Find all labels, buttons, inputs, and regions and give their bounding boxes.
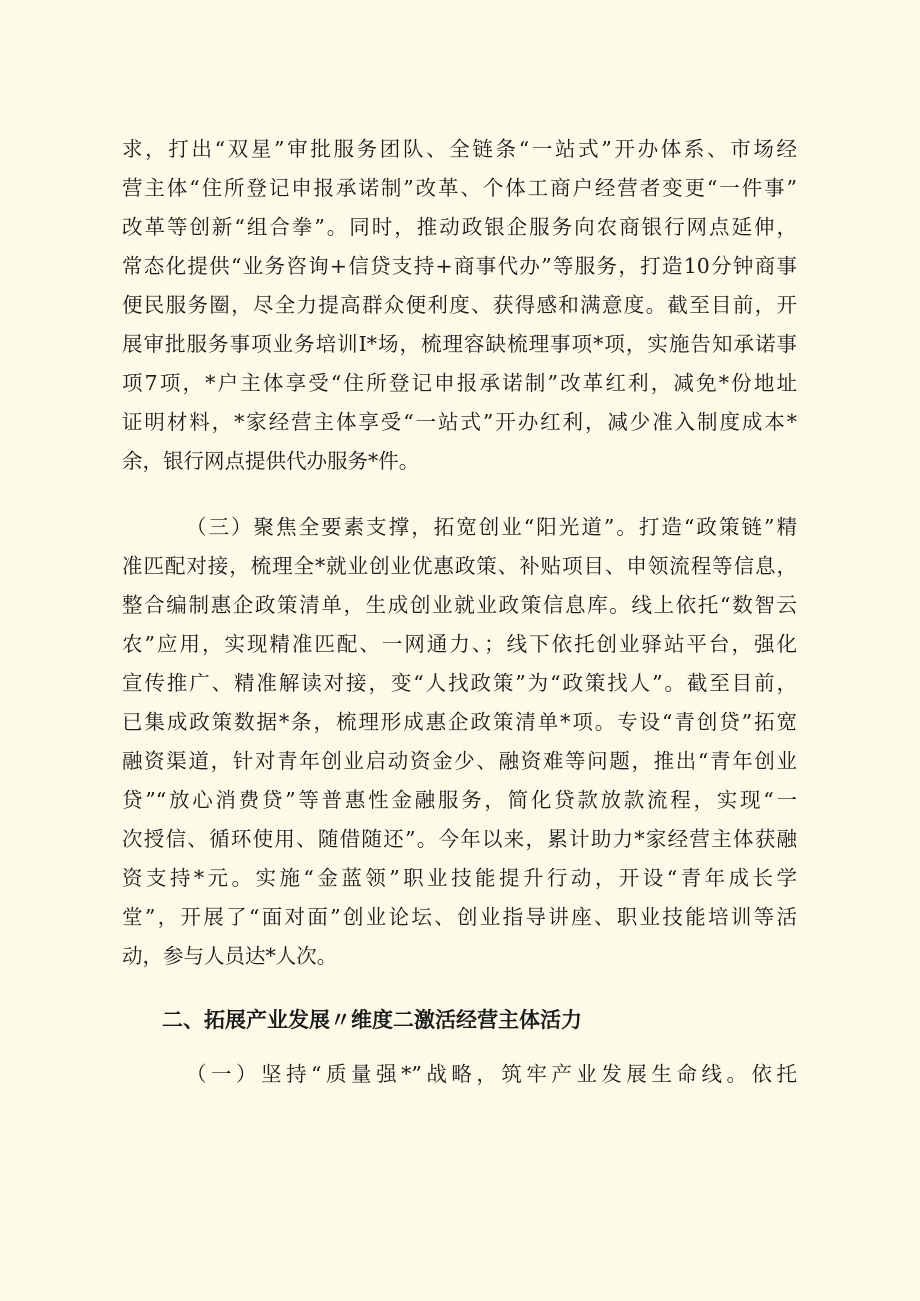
- p2-line-3: 整合编制惠企政策清单，生成创业就业政策信息库。线上依托“数智云: [122, 593, 797, 617]
- p1-line-4: 常态化提供“业务咨询+信贷支持+商事代办”等服务，打造10分钟商事: [122, 254, 797, 278]
- p1-line-5: 便民服务圈，尽全力提高群众便利度、获得感和满意度。截至目前，开: [122, 293, 797, 317]
- p2-line-9: 次授信、循环使用、随借随还”。今年以来，累计助力*家经营主体获融: [122, 827, 797, 851]
- p1-line-7: 项7项，*户主体享受“住所登记申报承诺制”改革红利，减免*份地址: [122, 371, 797, 395]
- p1-line-9: 余，银行网点提供代办服务*件。: [122, 449, 420, 473]
- p2-line-6: 已集成政策数据*条，梳理形成惠企政策清单*项。专设“青创贷”拓宽: [122, 710, 797, 734]
- p2-line-12: 动，参与人员达*人次。: [122, 944, 338, 968]
- p2-line-8: 贷”“放心消费贷”等普惠性金融服务，简化贷款放款流程，实现“一: [122, 788, 797, 812]
- p2-line-11: 堂”，开展了“面对面”创业论坛、创业指导讲座、职业技能培训等活: [122, 905, 797, 929]
- section-heading: 二、拓展产业发展〃维度二激活经营主体活力: [162, 1008, 582, 1032]
- p2-line-7: 融资渠道，针对青年创业启动资金少、融资难等问题，推出“青年创业: [122, 749, 797, 773]
- p1-line-6: 展审批服务事项业务培训I*场，梳理容缺梳理事项*项，实施告知承诺事: [122, 332, 797, 356]
- p2-line-1: （三）聚焦全要素支撑，拓宽创业“阳光道”。打造“政策链”精: [186, 515, 797, 539]
- p1-line-1: 求，打出“双星”审批服务团队、全链条“一站式”开办体系、市场经: [122, 137, 797, 161]
- p1-line-8: 证明材料，*家经营主体享受“一站式”开办红利，减少准入制度成本*: [122, 410, 797, 434]
- p3-line-1: （一）坚持“质量强*”战略，筑牢产业发展生命线。依托: [186, 1062, 797, 1086]
- p2-line-4: 农”应用，实现精准匹配、一网通力、；线下依托创业驿站平台，强化: [122, 632, 797, 656]
- p2-line-5: 宣传推广、精准解读对接，变“人找政策”为“政策找人”。截至目前，: [122, 671, 797, 695]
- p2-line-2: 准匹配对接，梳理全*就业创业优惠政策、补贴项目、申领流程等信息，: [122, 554, 797, 578]
- p1-line-3: 改革等创新“组合拳”。同时，推动政银企服务向农商银行网点延伸，: [122, 215, 797, 239]
- p1-line-2: 营主体“住所登记申报承诺制”改革、个体工商户经营者变更“一件事”: [122, 176, 797, 200]
- p2-line-10: 资支持*元。实施“金蓝领”职业技能提升行动，开设“青年成长学: [122, 866, 797, 890]
